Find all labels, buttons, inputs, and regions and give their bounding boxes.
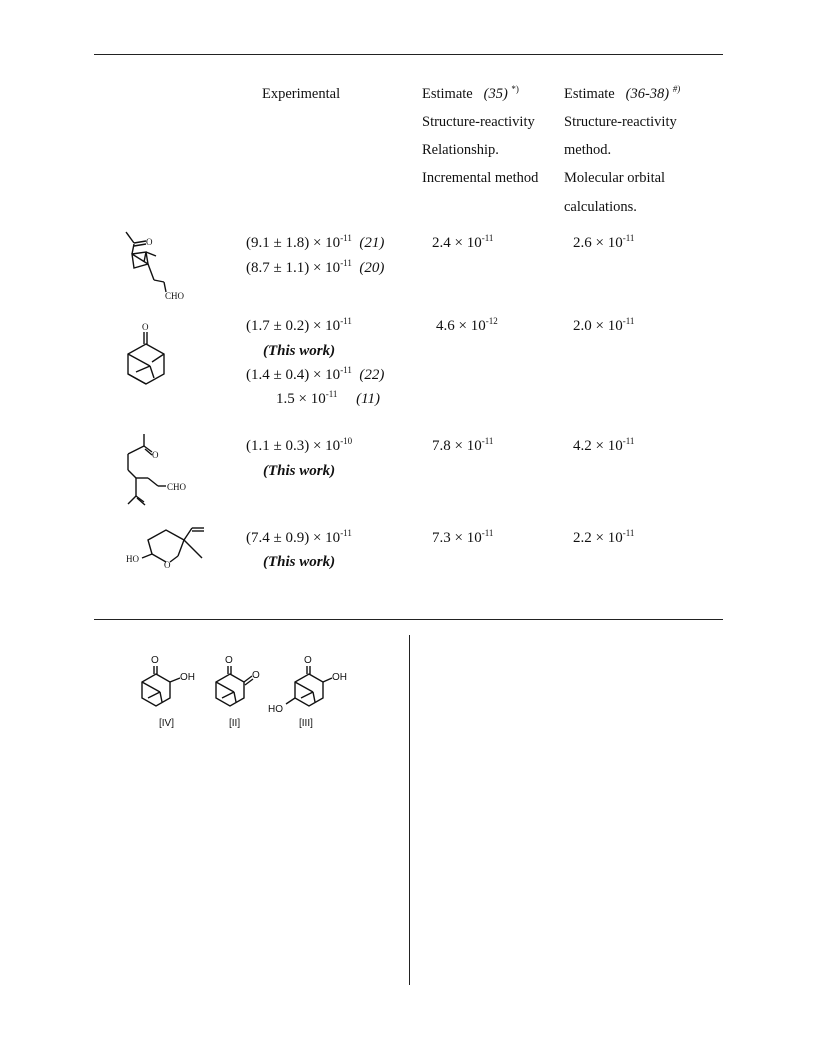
- row2-est2: $2.0 \times 10^{-11}$: [573, 316, 635, 334]
- row1-label-cho: CHO: [165, 291, 185, 301]
- header-estimate-1-line-1: Structure-reactivity: [422, 114, 535, 130]
- header-estimate-2-line-3: Molecular orbital: [564, 170, 666, 186]
- structure-iv-atom-o: O: [151, 655, 159, 666]
- header-estimate-1-mark: *): [511, 84, 519, 94]
- structure-hydroxy-furan: [126, 528, 226, 573]
- row3-label-cho: CHO: [167, 482, 187, 492]
- row2-est1: $4.6 \times 10^{-12}$: [436, 316, 498, 334]
- row4-est1: $7.3 \times 10^{-11}$: [432, 528, 494, 546]
- structure-ii: [208, 652, 268, 732]
- row2-label-oxo: O: [142, 322, 149, 332]
- row4-this-work: (This work): [263, 554, 336, 570]
- structure-iii-atom-ho: HO: [268, 704, 283, 715]
- row1-label-oxo: O: [146, 237, 153, 247]
- header-estimate-2-line-1: Structure-reactivity: [564, 114, 677, 130]
- header-estimate-1: [422, 80, 519, 108]
- row3-est2: $4.2 \times 10^{-11}$: [573, 436, 635, 454]
- header-estimate-1-line-2: Relationship.: [422, 142, 499, 158]
- row1-exp-2: $(8.7 \pm 1.1) \times 10^{-11}$ (20): [246, 258, 385, 276]
- structure-iii-atom-o: O: [304, 655, 312, 666]
- row3-est1: $7.8 \times 10^{-11}$: [432, 436, 494, 454]
- table-top-rule: [94, 54, 723, 55]
- row4-exp-1: $(7.4 \pm 0.9) \times 10^{-11}$: [246, 528, 352, 546]
- header-estimate-2-line-2: method.: [564, 142, 612, 158]
- header-experimental: Experimental: [262, 86, 341, 102]
- structure-iv-atom-oh: OH: [180, 672, 195, 683]
- header-estimate-1-ref: (35): [483, 86, 508, 102]
- row3-exp-1: $(1.1 \pm 0.3) \times 10^{-10}$: [246, 436, 353, 454]
- header-estimate-1-line-3: Incremental method: [422, 170, 539, 186]
- row1-est2: $2.6 \times 10^{-11}$: [573, 233, 635, 251]
- row4-label-o: O: [164, 560, 171, 570]
- structure-iii: [268, 652, 358, 732]
- row2-exp-2: $(1.4 \pm 0.4) \times 10^{-11}$ (22): [246, 365, 385, 383]
- structure-ii-atom-o2: O: [252, 670, 260, 681]
- column-divider: [409, 635, 410, 985]
- structure-iv-label: [IV]: [159, 718, 175, 729]
- header-estimate-2: [564, 80, 680, 108]
- structure-iv: [134, 652, 194, 732]
- header-estimate-1-title: Estimate: [422, 86, 473, 102]
- header-estimate-2-ref: (36-38): [625, 86, 670, 102]
- structure-pinonaldehyde: [110, 228, 190, 303]
- structure-iii-label: [III]: [299, 718, 313, 729]
- header-estimate-2-mark: #): [672, 84, 681, 94]
- row1-est1: $2.4 \times 10^{-11}$: [432, 233, 494, 251]
- structure-limononaldehyde: [110, 432, 200, 514]
- row4-label-ho: HO: [126, 554, 139, 564]
- row2-this-work: (This work): [263, 343, 336, 359]
- structure-nopinone: [112, 318, 182, 393]
- header-estimate-2-title: Estimate: [564, 86, 615, 102]
- row4-est2: $2.2 \times 10^{-11}$: [573, 528, 635, 546]
- row3-this-work: (This work): [263, 463, 336, 479]
- row3-label-oxo: O: [152, 450, 159, 460]
- row2-exp-3: $1.5 \times 10^{-11}$ (11): [276, 389, 381, 407]
- structure-ii-atom-o1: O: [225, 655, 233, 666]
- header-estimate-2-line-4: calculations.: [564, 199, 637, 215]
- row2-exp-1: $(1.7 \pm 0.2) \times 10^{-11}$: [246, 316, 352, 334]
- row1-exp-1: $(9.1 \pm 1.8) \times 10^{-11}$ (21): [246, 233, 385, 251]
- structure-iii-atom-oh: OH: [332, 672, 347, 683]
- table-bottom-rule: [94, 619, 723, 620]
- structure-ii-label: [II]: [229, 718, 241, 729]
